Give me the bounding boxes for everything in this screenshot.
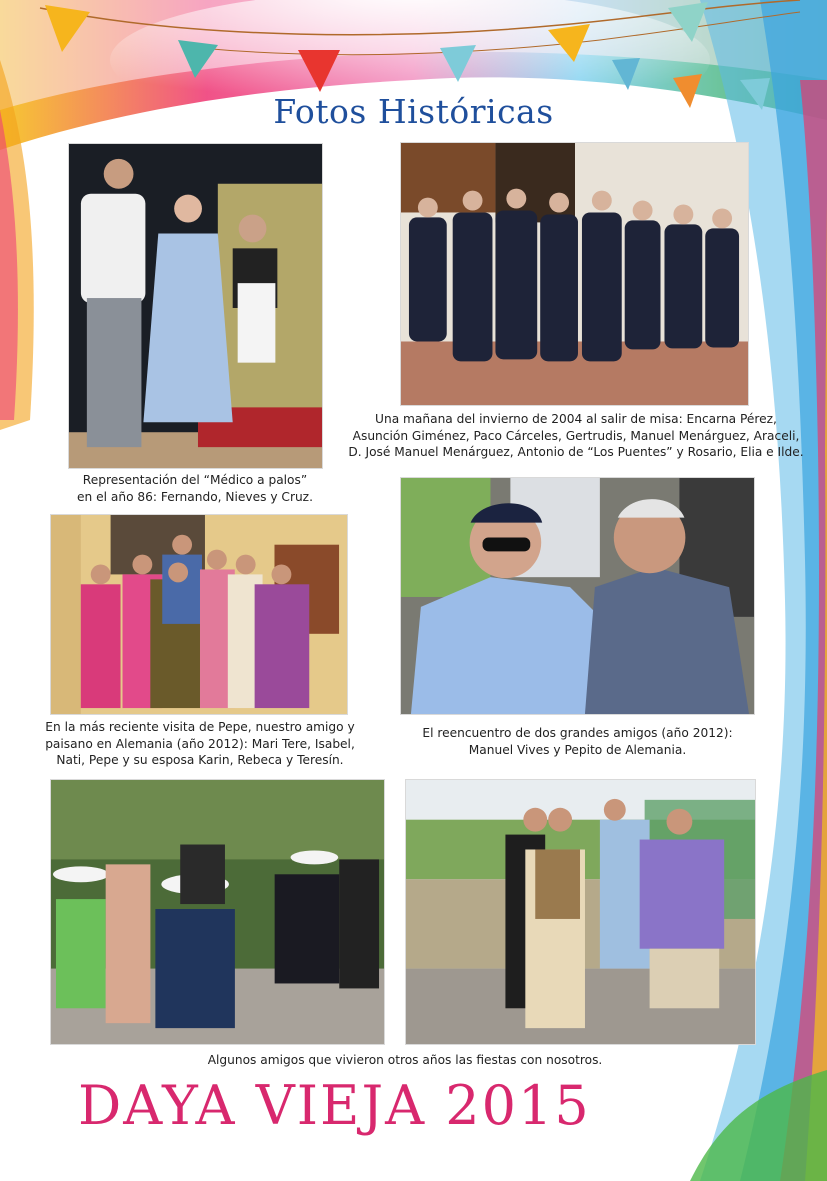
caption-line: en el año 86: Fernando, Nieves y Cruz. [77,489,313,504]
photo-invierno-2004 [400,142,749,406]
photo-dos-amigos [400,477,755,715]
caption-algunos-amigos [50,1052,760,1069]
footer-title: DAYA VIEJA 2015 [78,1074,591,1137]
caption-line: paisano en Alemania (año 2012): Mari Tere, Isabel, [45,736,355,751]
caption-visita-pepe [30,719,370,769]
caption-line: Manuel Vives y Pepito de Alemania. [468,742,687,757]
page-title: Fotos Históricas [273,92,554,131]
caption-line: Nati, Pepe y su esposa Karin, Rebeca y Teresín. [56,753,344,767]
caption-line: Asunción Giménez, Paco Cárceles, Gertrudis, Manuel Menárguez, Araceli, [352,428,800,443]
caption-medico-a-palos [40,472,350,505]
caption-line: Una mañana del invierno de 2004 al salir de misa: Encarna Pérez, [375,412,777,426]
photo-medico-a-palos [68,143,323,469]
caption-invierno-2004 [326,411,826,461]
photo-visita-pepe [50,514,348,715]
caption-line: D. José Manuel Menárguez, Antonio de “Los Puentes” y Rosario, Elia e Ilde. [348,445,804,459]
caption-line: En la más reciente visita de Pepe, nuestro amigo y [45,720,355,734]
caption-line: Algunos amigos que vivieron otros años las fiestas con nosotros. [207,1053,603,1067]
caption-line: Representación del “Médico a palos” [82,473,308,487]
caption-line: El reencuentro de dos grandes amigos (año 2012): [422,726,733,740]
photo-amigos-fiesta [50,779,385,1045]
photo-amigos-jardin [405,779,756,1045]
caption-reencuentro [400,725,755,758]
